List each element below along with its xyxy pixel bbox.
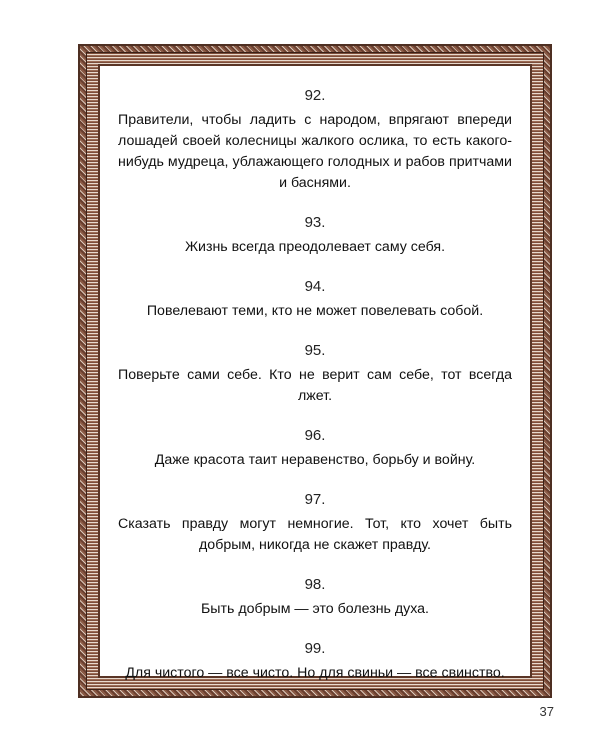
page-number: 37 (539, 704, 554, 719)
aphorism-text: Жизнь всегда преодолевает саму себя. (184, 239, 446, 255)
aphorism-text: Быть добрым — это болезнь духа. (200, 601, 430, 617)
aphorism-97 (110, 490, 520, 556)
aphorism-95 (110, 341, 520, 407)
aphorism-text: Повелевают теми, кто не может повелевать собой. (146, 303, 484, 319)
aphorism-93 (110, 213, 520, 258)
aphorism-text: Для чистого — все чисто. Но для свиньи — все свинство. (125, 665, 505, 681)
aphorism-text: Поверьте сами себе. Кто не верит сам себе, тот всегда лжет. (118, 367, 512, 404)
aphorism-number: 97. (304, 491, 326, 508)
aphorism-number: 99. (304, 640, 326, 657)
aphorism-92 (110, 86, 520, 194)
aphorism-number: 96. (304, 427, 326, 444)
aphorism-number: 93. (304, 214, 326, 231)
text-panel (98, 64, 532, 681)
aphorism-number: 95. (304, 342, 326, 359)
aphorism-number: 92. (304, 87, 326, 104)
aphorism-text: Даже красота таит неравенство, борьбу и войну. (154, 452, 476, 468)
aphorism-list (110, 86, 520, 703)
aphorism-96 (110, 426, 520, 471)
aphorism-94 (110, 277, 520, 322)
aphorism-99 (110, 639, 520, 684)
aphorism-number: 94. (304, 278, 326, 295)
ornamental-border (78, 44, 552, 698)
aphorism-text: Сказать правду могут немногие. Тот, кто хочет быть добрым, никогда не скажет правду. (118, 516, 512, 553)
aphorism-98 (110, 575, 520, 620)
aphorism-text: Правители, чтобы ладить с народом, впрягают впереди лошадей своей колесницы жалкого ослика, то есть какого-нибудь мудреца, ублажающего голодных и рабов притчами и баснями. (118, 112, 512, 191)
aphorism-number: 98. (304, 576, 326, 593)
